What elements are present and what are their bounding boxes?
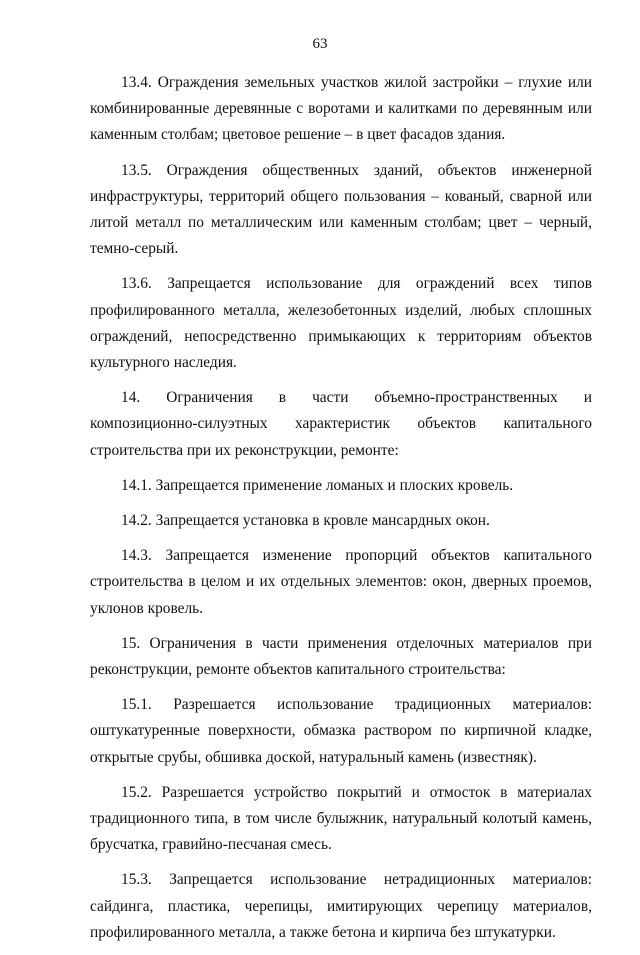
paragraph-14: 14. Ограничения в части объемно-пространственных и композиционно-силуэтных характеристик объектов капитального строительства при их реконструкции, ремонте:	[90, 389, 592, 459]
page-number: 63	[312, 36, 328, 52]
paragraph-15-2: 15.2. Разрешается устройство покрытий и отмосток в материалах традиционного типа, в том числе булыжник, натуральный колотый камень, брусчатка, гравийно-песчаная смесь.	[90, 783, 592, 854]
paragraph-14-3: 14.3. Запрещается изменение пропорций объектов капитального строительства в целом и их отдельных элементов: окон, дверных проемов, уклонов кровель.	[90, 547, 592, 617]
paragraph-15: 15. Ограничения в части применения отделочных материалов при реконструкции, ремонте объектов капитального строительства:	[90, 634, 592, 679]
paragraph-13-6: 13.6. Запрещается использование для ограждений всех типов профилированного металла, железобетонных изделий, любых сплошных ограждений, непосредственно примыкающих к территориям объектов культурного наследия.	[90, 275, 592, 372]
document-body	[90, 70, 592, 955]
paragraph-14-1: 14.1. Запрещается применение ломаных и плоских кровель.	[121, 476, 514, 494]
paragraph-13-5: 13.5. Ограждения общественных зданий, объектов инженерной инфраструктуры, территорий общего пользования – кованый, сварной или литой металл по металлическим или каменным столбам; цвет – черный, темно-серый.	[90, 161, 592, 258]
paragraph-15-3: 15.3. Запрещается использование нетрадиционных материалов: сайдинга, пластика, черепицы, имитирующих черепицу материалов, профилированного металла, а также бетона и кирпича без штукатурки.	[90, 871, 592, 941]
paragraph-13-4: 13.4. Ограждения земельных участков жилой застройки – глухие или комбинированные деревянные с воротами и калитками по деревянным или каменным столбам; цветовое решение – в цвет фасадов здания.	[90, 74, 592, 144]
paragraph-14-2: 14.2. Запрещается установка в кровле мансардных окон.	[121, 512, 490, 530]
paragraph-15-1: 15.1. Разрешается использование традиционных материалов: оштукатуренные поверхности, обмазка раствором по кирпичной кладке, открытые срубы, обшивка доской, натуральный камень (известняк).	[90, 696, 592, 766]
